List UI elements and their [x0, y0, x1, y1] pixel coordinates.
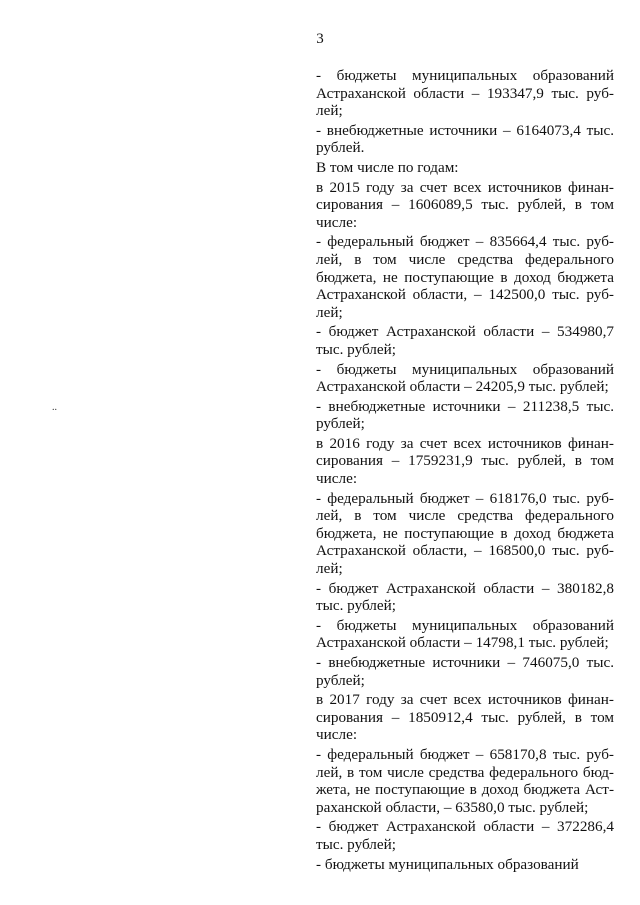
text-line: сирования – 1606089,5 тыс. рублей, в том [316, 196, 614, 214]
text-line: лей, в том числе средства федерального бюд- [316, 763, 614, 781]
text-line: бюджета, не поступающие в доход бюджета [316, 268, 614, 286]
text-line: - бюджеты муниципальных образований [316, 616, 614, 634]
text-line: - федеральный бюджет – 658170,8 тыс. руб- [316, 745, 614, 763]
text-line: - бюджеты муниципальных образований [316, 360, 614, 378]
paragraph [316, 818, 614, 855]
paragraph [316, 654, 614, 691]
text-line: Астраханской области – 24205,9 тыс. рублей; [316, 378, 609, 396]
text-line: - федеральный бюджет – 618176,0 тыс. руб- [316, 489, 614, 507]
text-line: - бюджеты муниципальных образований [316, 67, 614, 84]
paragraph [316, 617, 614, 654]
text-line: - внебюджетные источники – 746075,0 тыс. [316, 654, 614, 671]
text-line: бюджета, не поступающие в доход бюджета [316, 524, 614, 542]
text-line: лей, в том числе средства федерального [316, 250, 614, 268]
text-line: лей, в том числе средства федерального [316, 507, 614, 525]
text-line: тыс. рублей; [316, 835, 396, 853]
paragraph [316, 122, 614, 159]
text-line: числе: [316, 470, 358, 488]
text-line: сирования – 1850912,4 тыс. рублей, в том [316, 708, 614, 726]
text-line: - внебюджетные источники – 211238,5 тыс. [316, 397, 614, 415]
paragraph [316, 398, 614, 435]
text-line: числе: [316, 726, 358, 744]
text-line: - бюджет Астраханской области – 534980,7 [316, 323, 614, 341]
text-line: в 2016 году за счет всех источников финан- [316, 434, 614, 452]
text-line: рублей; [316, 671, 365, 689]
paragraph [316, 691, 614, 746]
document-body [316, 67, 614, 875]
text-line: рублей; [316, 415, 365, 433]
text-line: тыс. рублей; [316, 597, 396, 615]
paragraph [316, 361, 614, 398]
paragraph [316, 233, 614, 323]
text-line: В том числе по годам: [316, 158, 459, 176]
text-line: Астраханской области, – 168500,0 тыс. руб- [316, 542, 614, 560]
text-line: жета, не поступающие в доход бюджета Аст- [316, 781, 614, 799]
paragraph [316, 490, 614, 580]
text-line: - внебюджетные источники – 6164073,4 тыс. [316, 121, 614, 139]
text-line: Астраханской области, – 142500,0 тыс. руб- [316, 286, 614, 304]
text-line: - бюджет Астраханской области – 372286,4 [316, 818, 614, 836]
paragraph [316, 435, 614, 490]
paragraph [316, 580, 614, 617]
text-line: - бюджет Астраханской области – 380182,8 [316, 579, 614, 597]
paragraph [316, 856, 614, 876]
text-line: - бюджеты муниципальных образований [316, 855, 579, 873]
paragraph [316, 179, 614, 234]
text-line: Астраханской области – 14798,1 тыс. рублей; [316, 634, 609, 652]
text-line: лей; [316, 102, 343, 120]
text-line: в 2017 году за счет всех источников финан- [316, 691, 614, 709]
paragraph [316, 159, 614, 179]
text-line: лей; [316, 560, 343, 578]
page-number: 3 [316, 31, 324, 47]
text-line: раханской области, – 63580,0 тыс. рублей; [316, 798, 589, 816]
paragraph [316, 746, 614, 818]
text-line: сирования – 1759231,9 тыс. рублей, в том [316, 452, 614, 470]
text-line: Астраханской области – 193347,9 тыс. руб- [316, 84, 614, 102]
paragraph [316, 323, 614, 360]
text-line: тыс. рублей; [316, 340, 396, 358]
text-line: лей; [316, 303, 343, 321]
paragraph [316, 67, 614, 122]
text-line: рублей. [316, 139, 365, 157]
text-line: - федеральный бюджет – 835664,4 тыс. руб- [316, 233, 614, 251]
text-line: в 2015 году за счет всех источников финан- [316, 178, 614, 196]
text-line: числе: [316, 213, 358, 231]
scan-speck: .. [52, 402, 57, 413]
